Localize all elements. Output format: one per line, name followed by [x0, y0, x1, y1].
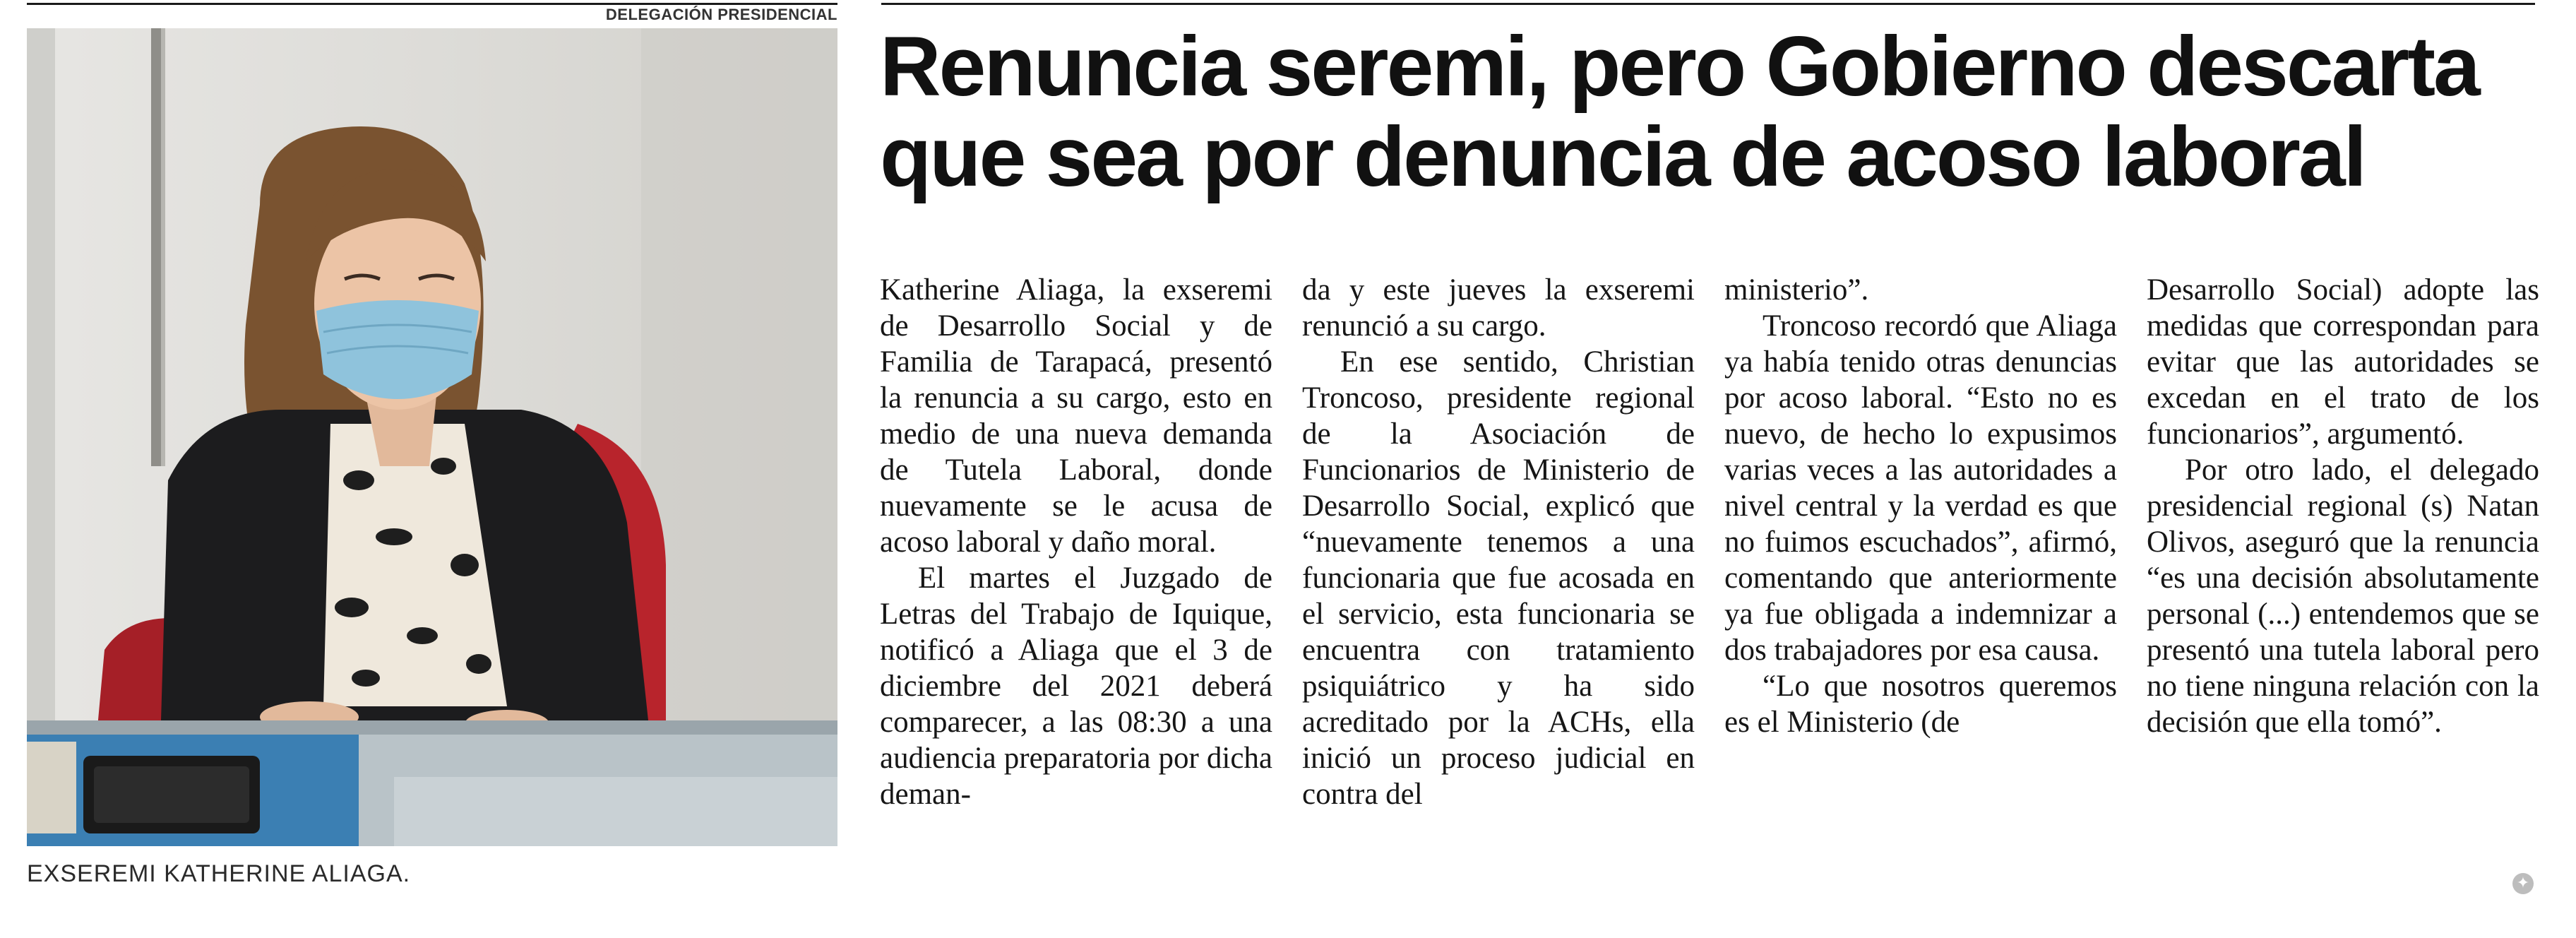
- paragraph: Troncoso recordó que Aliaga ya había tenido otras denuncias por acoso laboral. “Esto no es nuevo, de hecho lo expusimos varias veces a las autoridades a nivel central y la verdad es que no fuimos escuchados”, afirmó, comentando que anteriormente ya fue obligada a indemnizar a dos trabajadores por esa causa.: [1724, 309, 2117, 667]
- paragraph: El martes el Juzgado de Letras del Trabajo de Iquique, notificó a Aliaga que el 3 de diciembre del 2021 deberá comparecer, a las 08:30 a una audiencia preparatoria por dicha deman-: [880, 562, 1272, 811]
- paragraph: Por otro lado, el delegado presidencial regional (s) Natan Olivos, aseguró que la renuncia “es una decisión absolutamente personal (...) entendemos que se presentó una tutela laboral pero no tiene ninguna relación con la decisión que ella tomó”.: [2147, 453, 2539, 739]
- photo-caption: EXSEREMI KATHERINE ALIAGA.: [27, 860, 411, 887]
- end-of-article-icon: ✦: [2512, 873, 2534, 894]
- article-column-1: [880, 272, 1272, 812]
- article-photo: [27, 28, 837, 846]
- headline: Renuncia seremi, pero Gobierno descarta que sea por denuncia de acoso laboral: [880, 19, 2479, 204]
- paragraph: ministerio”.: [1724, 273, 1869, 307]
- article-column-4: [2147, 272, 2539, 740]
- top-rule-right: [881, 3, 2535, 5]
- top-rule-left: [27, 3, 837, 5]
- paragraph: Desarrollo Social) adopte las medidas que correspondan para evitar que las autoridades se excedan en el trato de los funcionarios”, argumentó.: [2147, 273, 2539, 451]
- paragraph: Katherine Aliaga, la exseremi de Desarrollo Social y de Familia de Tarapacá, presentó la renuncia a su cargo, esto en medio de una nueva demanda de Tutela Laboral, donde nuevamente se le acusa de acoso laboral y daño moral.: [880, 273, 1272, 559]
- photo-credit: DELEGACIÓN PRESIDENCIAL: [605, 6, 837, 23]
- article-column-2: [1302, 272, 1695, 812]
- paragraph: da y este jueves la exseremi renunció a su cargo.: [1302, 273, 1695, 343]
- article-column-3: [1724, 272, 2117, 740]
- paragraph: “Lo que nosotros queremos es el Ministerio (de: [1724, 670, 2117, 739]
- paragraph: En ese sentido, Christian Troncoso, presidente regional de la Asociación de Funcionarios de Ministerio de Desarrollo Social, explicó que “nuevamente tenemos a una funcionaria que fue acosada en el servicio, esta funcionaria se encuentra con tratamiento psiquiátrico y ha sido acreditado por la ACHs, ella inició un proceso judicial en contra del: [1302, 345, 1695, 811]
